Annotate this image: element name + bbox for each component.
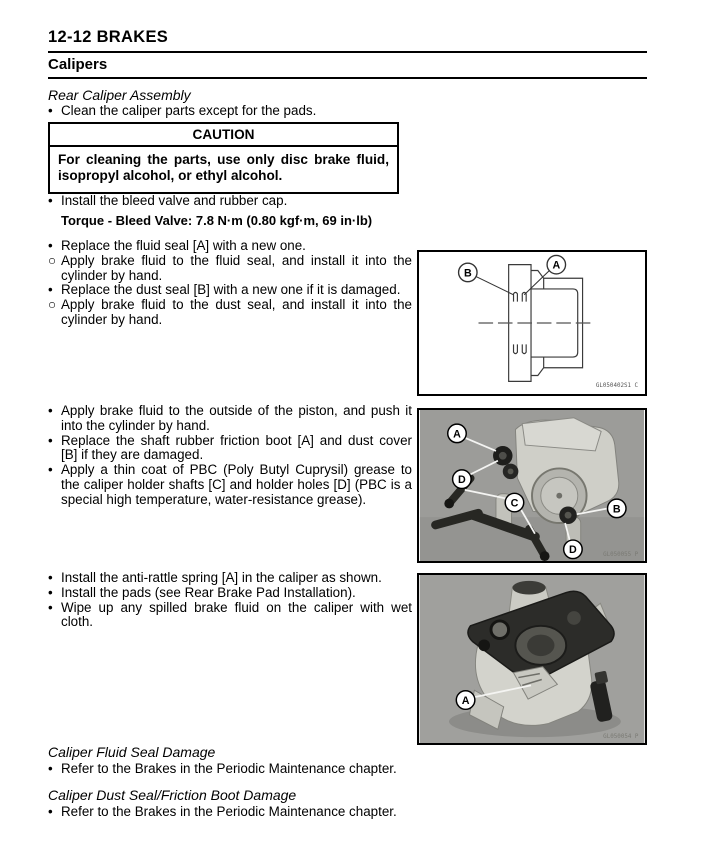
list-item <box>48 254 412 284</box>
step-list-final <box>48 571 412 630</box>
list-item <box>48 571 412 586</box>
torque-spec: Torque - Bleed Valve: 7.8 N·m (0.80 kgf·m, 69 in·lb) <box>61 213 373 228</box>
step-text: Apply brake fluid to the dust seal, and install it into the cylinder by hand. <box>61 297 412 327</box>
bullet-marker: • <box>48 432 53 448</box>
list-item <box>48 601 412 631</box>
bullet-marker: • <box>48 462 53 478</box>
callout-B <box>459 263 477 281</box>
step-text: Replace the fluid seal [A] with a new one. <box>61 238 306 253</box>
list-item <box>48 104 412 119</box>
step-list-bleed-valve <box>48 194 412 209</box>
section-title: Calipers <box>48 56 108 73</box>
bullet-marker: • <box>48 584 53 600</box>
figure-anti-rattle-spring-photo <box>417 573 647 745</box>
circle-marker: ○ <box>48 252 57 268</box>
figure-code: GL050054 P <box>603 734 639 741</box>
bullet-marker: • <box>48 403 53 418</box>
caliper-spring-photo <box>419 575 645 743</box>
callout-letter: B <box>612 503 621 516</box>
callout-letter: C <box>510 497 519 510</box>
list-item <box>48 805 412 820</box>
step-text: Refer to the Brakes in the Periodic Maintenance chapter. <box>61 804 397 819</box>
step-list-dust-seal-damage <box>48 805 412 820</box>
caution-box <box>48 122 399 194</box>
caution-body: For cleaning the parts, use only disc brake fluid, isopropyl alcohol, or ethyl alcohol. <box>58 152 389 184</box>
step-text: Install the pads (see Rear Brake Pad Installation). <box>61 584 356 600</box>
callout-A <box>456 691 475 710</box>
callout-C <box>505 493 524 512</box>
list-item <box>48 434 412 464</box>
callout-D-lower <box>564 540 583 559</box>
caution-title: CAUTION <box>50 124 397 147</box>
subsection-rear-caliper-assembly: Rear Caliper Assembly <box>48 87 191 103</box>
subsection-dust-seal-damage: Caliper Dust Seal/Friction Boot Damage <box>48 787 297 803</box>
figure-code: GL050402S1 C <box>595 383 639 390</box>
callout-letter: A <box>461 694 470 707</box>
callout-D-upper <box>453 470 472 489</box>
step-text: Install the anti-rattle spring [A] in the caliper as shown. <box>61 570 382 585</box>
page-title: 12-12 BRAKES <box>48 28 169 46</box>
list-item <box>48 586 412 601</box>
caliper-cross-section-drawing <box>419 252 645 394</box>
bullet-marker: • <box>48 570 53 585</box>
figure-code: GL050055 P <box>603 552 639 559</box>
bullet-marker: • <box>48 599 53 615</box>
step-list-fluid-seal-damage <box>48 762 412 777</box>
subsection-fluid-seal-damage: Caliper Fluid Seal Damage <box>48 744 216 760</box>
step-text: Refer to the Brakes in the Periodic Maintenance chapter. <box>61 761 397 776</box>
bullet-marker: • <box>48 238 53 253</box>
list-item <box>48 404 412 434</box>
callout-letter: D <box>457 474 466 487</box>
figure-seal-cross-section <box>417 250 647 396</box>
bullet-marker: • <box>48 804 53 819</box>
step-text: Apply brake fluid to the outside of the piston, and push it into the cylinder by hand. <box>61 403 412 433</box>
list-item <box>48 762 412 777</box>
circle-marker: ○ <box>48 297 57 313</box>
list-item <box>48 298 412 328</box>
bullet-marker: • <box>48 193 53 208</box>
step-text: Replace the dust seal [B] with a new one if it is damaged. <box>61 282 401 298</box>
step-list-piston <box>48 404 412 508</box>
step-text: Replace the shaft rubber friction boot [A] and dust cover [B] if they are damaged. <box>61 432 412 463</box>
chapter-rule <box>48 51 647 53</box>
caliper-photo <box>419 410 645 561</box>
step-text: Apply brake fluid to the fluid seal, and install it into the cylinder by hand. <box>61 252 412 283</box>
callout-A <box>547 255 565 273</box>
step-text: Clean the caliper parts except for the pads. <box>61 103 317 118</box>
list-item <box>48 283 412 298</box>
callout-A <box>448 424 467 443</box>
callout-B <box>608 499 627 518</box>
figure-caliper-boots-photo <box>417 408 647 563</box>
bullet-marker: • <box>48 103 53 118</box>
step-text: Install the bleed valve and rubber cap. <box>61 193 288 208</box>
callout-letter: D <box>569 544 577 557</box>
step-text: Apply a thin coat of PBC (Poly Butyl Cuprysil) grease to the caliper holder shafts [C] and holder holes [D] (PBC is a special high temperature, water-resistance grease). <box>61 462 412 507</box>
callout-letter: A <box>552 259 561 272</box>
step-list-clean <box>48 104 412 119</box>
list-item <box>48 463 412 507</box>
bullet-marker: • <box>48 282 53 298</box>
section-rule <box>48 77 647 79</box>
callout-letter: A <box>453 428 461 441</box>
step-list-seals <box>48 239 412 328</box>
list-item <box>48 239 412 254</box>
list-item <box>48 194 412 209</box>
callout-letter: B <box>463 267 472 280</box>
step-text: Wipe up any spilled brake fluid on the caliper with wet cloth. <box>61 599 412 630</box>
bullet-marker: • <box>48 761 53 776</box>
